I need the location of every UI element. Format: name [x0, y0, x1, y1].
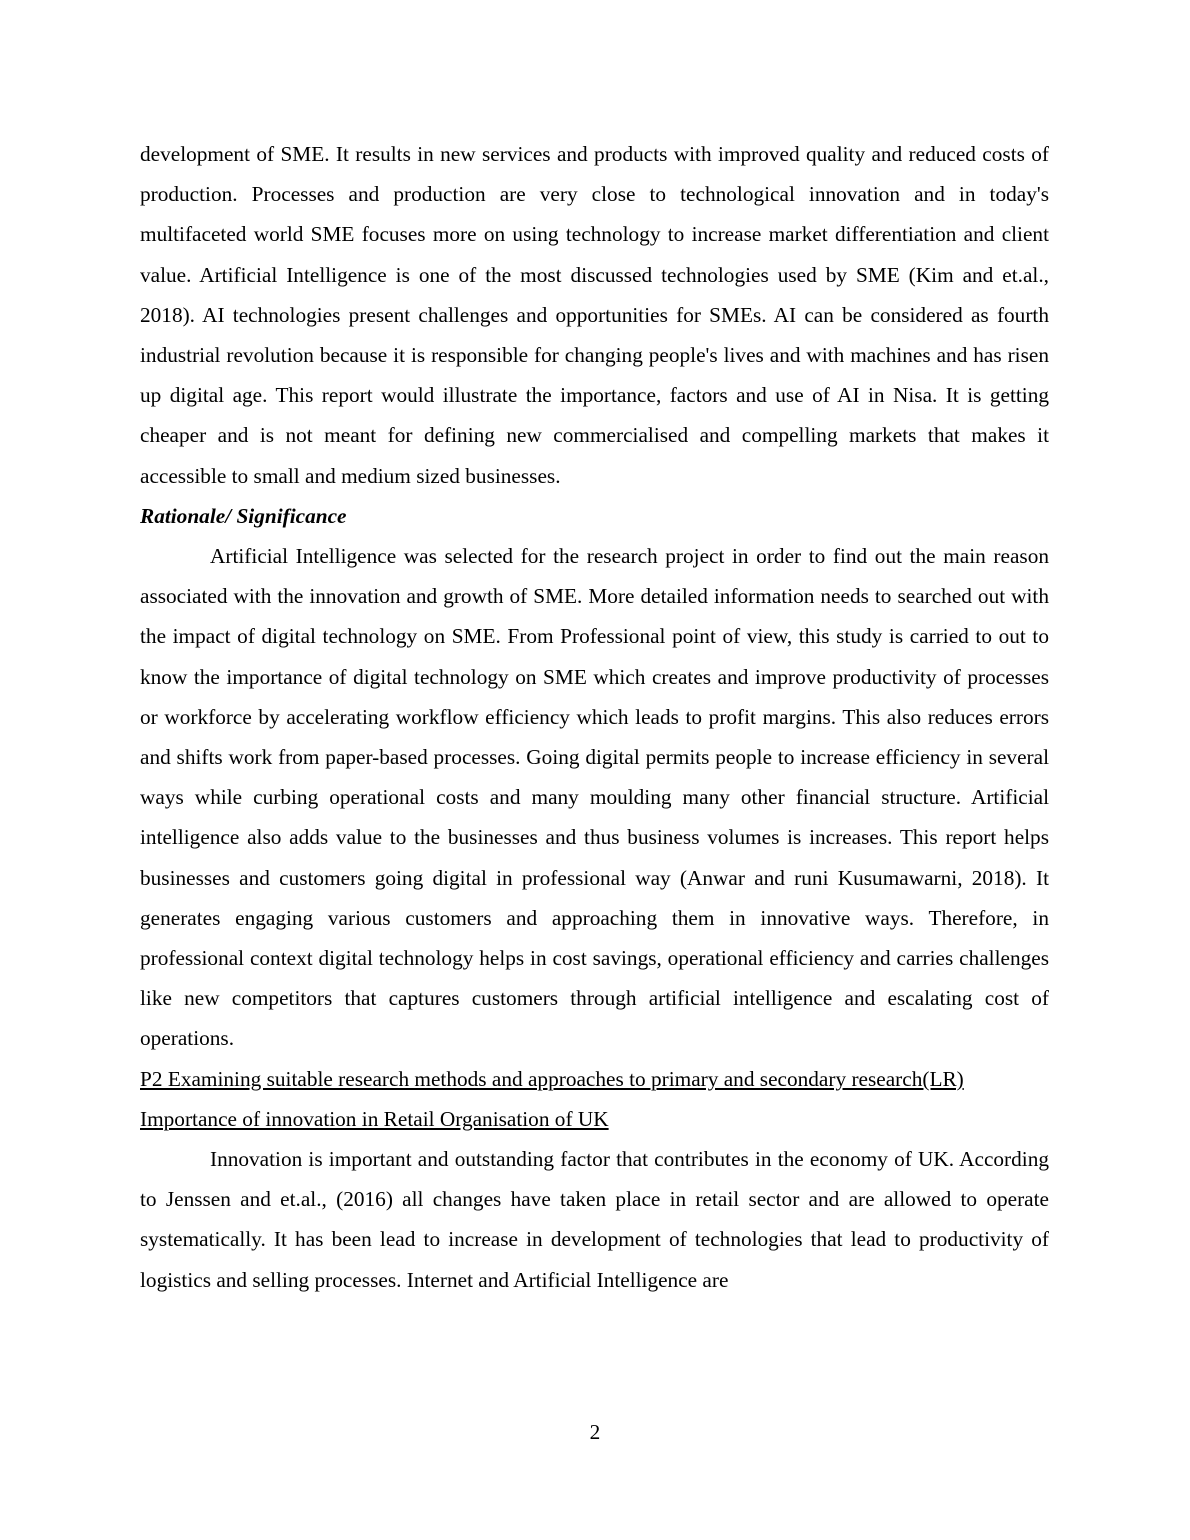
rationale-paragraph: Artificial Intelligence was selected for the research project in order to find out the main reason associated with the innovation and growth of SME. More detailed information needs to searched out with the impact of digital technology on SME. From Professional point of view, this study is carried to out to know the importance of digital technology on SME which creates and improve productivity of processes or workforce by accelerating workflow efficiency which leads to profit margins. This also reduces errors and shifts work from paper-based processes. Going digital permits people to increase efficiency in several ways while curbing operational costs and many moulding many other financial structure. Artificial intelligence also adds value to the businesses and thus business volumes is increases. This report helps businesses and customers going digital in professional way (Anwar and runi Kusumawarni, 2018). It generates engaging various customers and approaching them in innovative ways. Therefore, in professional context digital technology helps in cost savings, operational efficiency and carries challenges like new competitors that captures customers through artificial intelligence and escalating cost of operations.: [140, 544, 1049, 1051]
page-number: 2: [589, 1420, 601, 1444]
innovation-importance-heading: Importance of innovation in Retail Organisation of UK: [140, 1106, 609, 1131]
p2-section-heading: P2 Examining suitable research methods and approaches to primary and secondary research(LR): [140, 1066, 964, 1091]
rationale-heading: Rationale/ Significance: [140, 503, 347, 528]
document-page: [140, 134, 1049, 1300]
innovation-paragraph: Innovation is important and outstanding factor that contributes in the economy of UK. According to Jenssen and et.al., (2016) all changes have taken place in retail sector and are allowed to operate systematically. It has been lead to increase in development of technologies that lead to productivity of logistics and selling processes. Internet and Artificial Intelligence are: [140, 1147, 1049, 1292]
intro-paragraph: development of SME. It results in new services and products with improved quality and reduced costs of production. Processes and production are very close to technological innovation and in today's multifaceted world SME focuses more on using technology to increase market differentiation and client value. Artificial Intelligence is one of the most discussed technologies used by SME (Kim and et.al., 2018). AI technologies present challenges and opportunities for SMEs. AI can be considered as fourth industrial revolution because it is responsible for changing people's lives and with machines and has risen up digital age. This report would illustrate the importance, factors and use of AI in Nisa. It is getting cheaper and is not meant for defining new commercialised and compelling markets that makes it accessible to small and medium sized businesses.: [140, 142, 1049, 488]
